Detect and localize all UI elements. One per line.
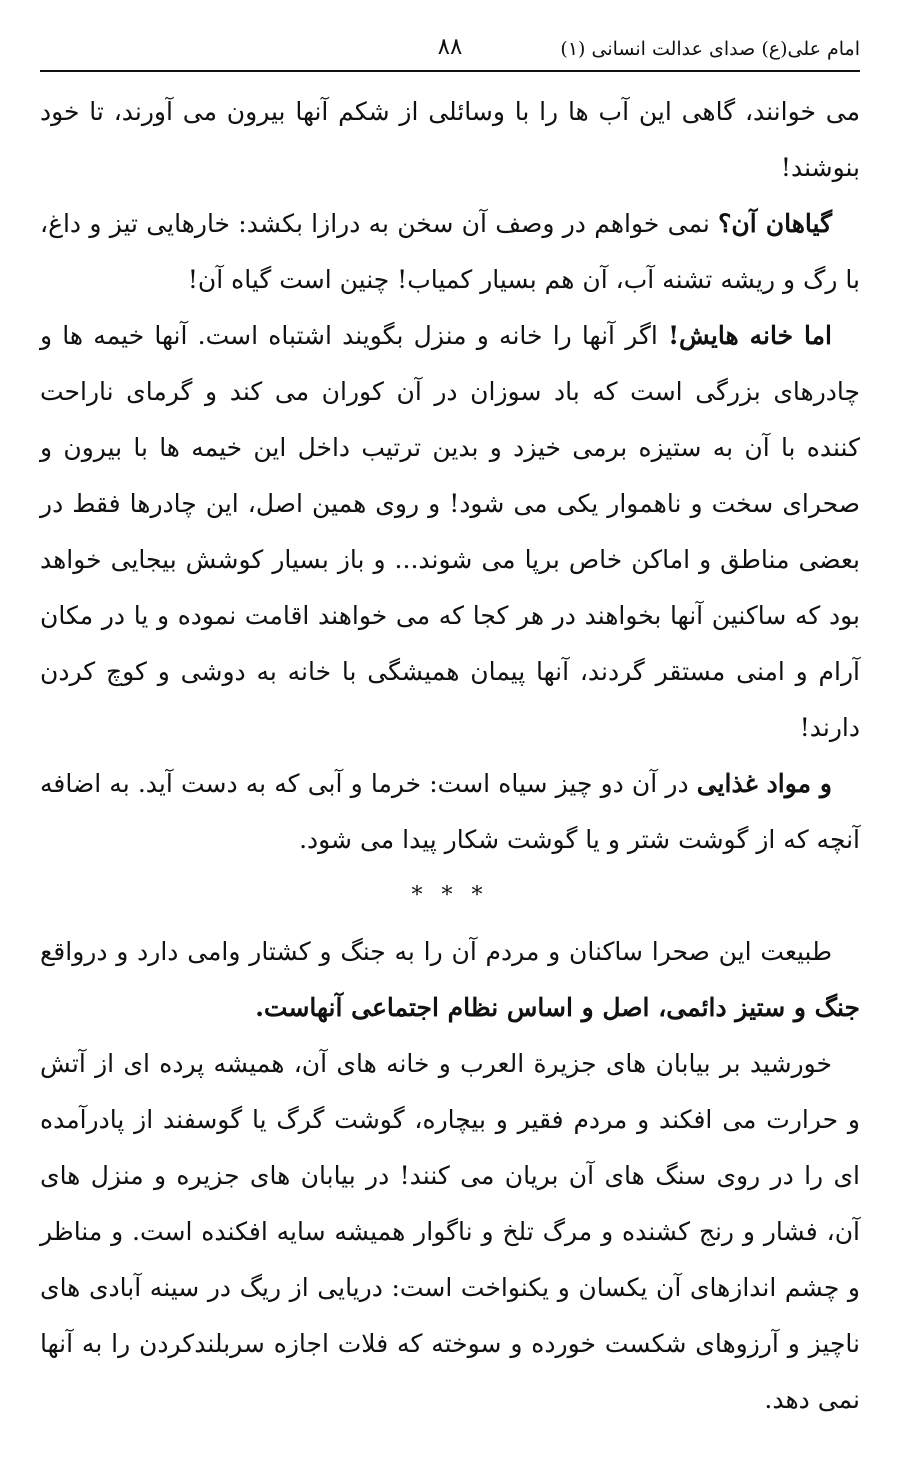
paragraph-5 xyxy=(40,924,860,1036)
text-run: نمی خواهم در وصف آن سخن به درازا بکشد: خارهایی تیز و داغ، با رگ و ریشه تشنه آب، آن هم بسیار کمیاب! چنین است گیاه آن! xyxy=(40,209,860,294)
text-run: خورشید بر بیابان های جزیرة العرب و خانه های آن، همیشه پرده ای از آتش و حرارت می افکند و مردم فقیر و بیچاره، گوشت گرگ یا گوسفند از پادرآمده ای را در روی سنگ های آن بریان می کنند! در بیابان های جزیره و منزل های آن، فشار و رنج کشنده و مرگ تلخ و ناگوار همیشه سایه افکنده است. و مناظر و چشم اندازهای آن یکسان و یکنواخت است: دریایی از ریگ در سینه آبادی های ناچیز و آرزوهای شکست خورده و سوخته که فلات اجازه سربلندکردن را به آنها نمی دهد. xyxy=(40,1049,860,1414)
text-run: در آن دو چیز سیاه است: خرما و آبی که به دست آید. به اضافه آنچه که از گوشت شتر و یا گوشت شکار پیدا می شود. xyxy=(40,769,860,854)
header-rule xyxy=(40,70,860,72)
separator-stars: * * * xyxy=(411,883,489,908)
bold-run: اما خانه هایش! xyxy=(668,321,832,350)
text-run: اگر آنها را خانه و منزل بگویند اشتباه است. آنها خیمه ها و چادرهای بزرگی است که باد سوزان در آن کوران می کند و گرمای ناراحت کننده با آن به ستیزه برمی خیزد و بدین ترتیب داخل این خیمه ها با بیرون و صحرای سخت و ناهموار یکی می شود! و روی همین اصل، این چادرها فقط در بعضی مناطق و اماکن خاص برپا می شوند... و باز بسیار کوشش بیجایی خواهد بود که ساکنین آنها بخواهند در هر کجا که می خواهند اقامت نموده و یا در مکان آرام و امنی مستقر گردند، آنها پیمان همیشگی با خانه به دوشی و کوچ کردن دارند! xyxy=(40,321,860,742)
section-separator xyxy=(40,868,860,924)
bold-run: گیاهان آن؟ xyxy=(718,209,832,238)
paragraph-3 xyxy=(40,308,860,756)
page-number: ۸۸ xyxy=(437,34,463,60)
document-page xyxy=(40,0,860,1479)
body-text xyxy=(40,84,860,1428)
paragraph-6 xyxy=(40,1036,860,1428)
text-run: طبیعت این صحرا ساکنان و مردم آن را به جنگ و کشتار وامی دارد و درواقع xyxy=(40,937,832,966)
page-header xyxy=(40,30,860,70)
paragraph-4 xyxy=(40,756,860,868)
bold-run: جنگ و ستیز دائمی، اصل و اساس نظام اجتماعی آنهاست. xyxy=(255,993,860,1022)
text-run: می خوانند، گاهی این آب ها را با وسائلی از شکم آنها بیرون می آورند، تا خود بنوشند! xyxy=(40,97,860,182)
paragraph-2 xyxy=(40,196,860,308)
paragraph-1 xyxy=(40,84,860,196)
bold-run: و مواد غذایی xyxy=(696,769,832,798)
running-title: امام علی(ع) صدای عدالت انسانی (۱) xyxy=(560,38,860,60)
